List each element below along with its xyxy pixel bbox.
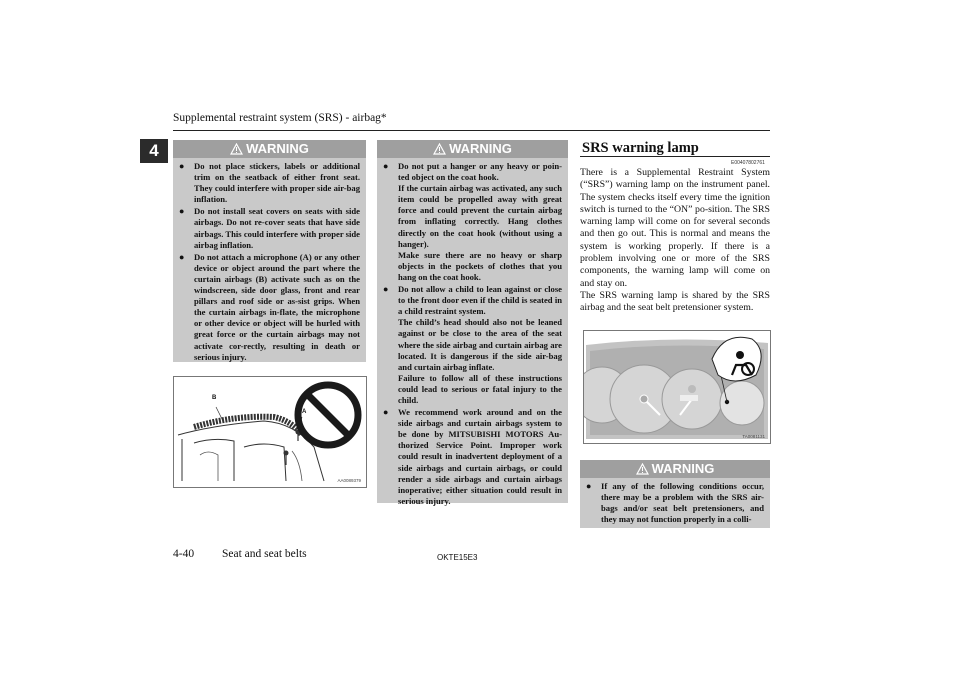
body-paragraph: The SRS warning lamp is shared by the SRS airbag and the seat belt pretensioner system. [580, 289, 770, 314]
warning-triangle-icon [230, 143, 243, 155]
section-body [580, 167, 770, 315]
bullet-icon: ● [383, 161, 389, 171]
warning-label: WARNING [246, 141, 309, 156]
warning-item: ● Do not allow a child to lean against or close to the front door even if the child is seated in a child restraint system. The child’s head should also not be leaned against or be close to the area of the seat where the side airbag and curtain airbag are located. It is dangerous if the side air-bag and curtain airbag inflate. Failure to follow all of these instructions could lead to serious or fatal injury to the child. [383, 284, 562, 405]
section-divider [580, 156, 770, 157]
middle-warning-box [377, 140, 568, 506]
figure-code: TA0081131 [742, 434, 765, 439]
section-title: SRS warning lamp [582, 140, 699, 156]
figure-label-a: A [302, 409, 307, 415]
bullet-icon: ● [179, 161, 185, 171]
footer-section-title: Seat and seat belts [222, 548, 307, 560]
warning-triangle-icon [636, 463, 649, 475]
warning-label: WARNING [651, 461, 715, 476]
warning-triangle-icon [433, 143, 446, 155]
figure-label-b: B [212, 395, 217, 401]
chapter-tab: 4 [140, 139, 168, 163]
warning-item: ● Do not put a hanger or any heavy or poin-ted object on the coat hook. If the curtain airbag was activated, any such item could be propelled away with great force and could prevent the curtain airbag from inflating correctly. Hang clothes directly on the coat hook (without using a hanger). Make sure there are no heavy or sharp objects in the pockets of clothes that you hang on the coat hook. [383, 161, 562, 282]
bullet-icon: ● [586, 481, 592, 491]
figure-code: AA0089379 [337, 478, 361, 483]
bullet-icon: ● [383, 407, 389, 418]
curtain-airbag-illustration [173, 376, 367, 488]
body-paragraph: There is a Supplemental Restraint System (“SRS”) warning lamp on the instrument panel. The system checks itself every time the ignition switch is turned to the “ON” po-sition. The SRS warning lamp will come on for several seconds and then go out. This is normal and means the system is working properly. If there is a problem involving one or more of the SRS components, the warning lamp will come on and stay on. [580, 167, 770, 289]
left-warning-box [173, 140, 366, 362]
page-header-title: Supplemental restraint system (SRS) - airbag* [173, 112, 387, 124]
bullet-icon: ● [179, 206, 185, 217]
right-warning-box [580, 460, 770, 528]
warning-header [580, 460, 770, 478]
section-code: E00407802761 [731, 160, 765, 166]
warning-item: ● Do not place stickers, labels or additional trim on the seatback of either front seat. They could interfere with proper side air-bag inflation. [179, 161, 360, 205]
footer-code: OKTE15E3 [437, 553, 478, 562]
warning-label: WARNING [449, 141, 512, 156]
warning-header [377, 140, 568, 158]
warning-header [173, 140, 366, 158]
bullet-icon: ● [179, 251, 185, 262]
srs-warning-lamp-illustration [583, 330, 771, 444]
warning-item: ● Do not attach a microphone (A) or any other device or object around the part where the curtain airbags (B) activate such as on the windscreen, side door glass, front and rear pillars and roof side or as-sist grips. When the curtain airbags in-flate, the microphone or other device or object will be hurled with great force or the curtain airbags may not activate cor-rectly, resulting in death or serious injury. [179, 251, 360, 362]
warning-item: ● We recommend work around and on the side airbags and curtain airbags system to be done by MITSUBISHI MOTORS Au-thorized Service Point. Improper work could result in inadvertent deployment of a side airbags and curtain airbags, or could render a side airbags and curtain airbags inoperative; either situation could result in serious injury. [383, 407, 562, 506]
warning-item: ● Do not install seat covers on seats with side airbags. Do not re-cover seats that have side airbags. This could interfere with proper side airbag inflation. [179, 206, 360, 250]
instrument-cluster-drawing [584, 331, 770, 443]
car-interior-drawing [174, 377, 366, 487]
warning-item: ● If any of the following conditions occur, there may be a problem with the SRS air-bags and/or seat belt pretensioners, and they may not function properly in a colli- [586, 481, 764, 525]
header-divider [173, 130, 770, 131]
bullet-icon: ● [383, 284, 389, 295]
page-number: 4-40 [173, 548, 195, 560]
